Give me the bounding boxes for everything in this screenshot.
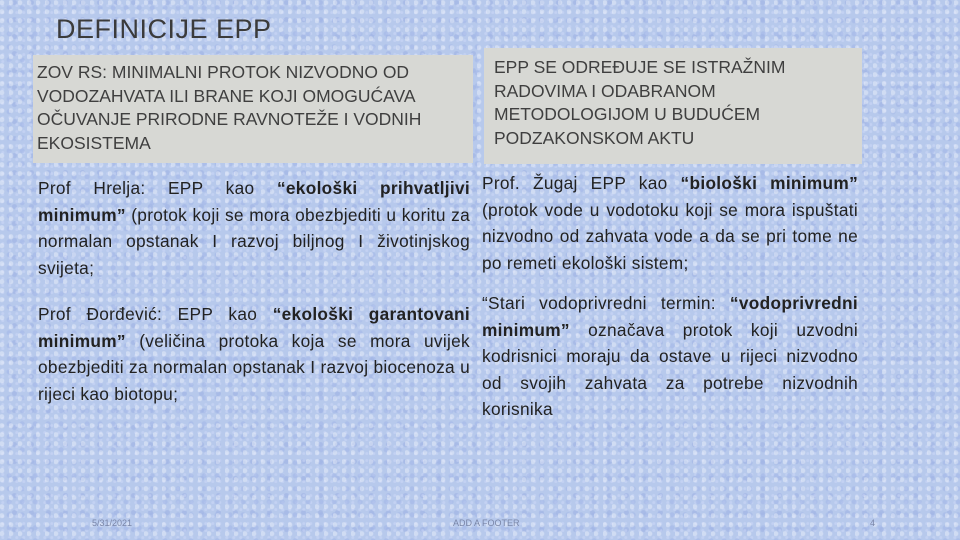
old-term-intro: “Stari vodoprivredni termin:: [482, 293, 730, 313]
hrelja-intro: Prof Hrelja: EPP kao: [38, 178, 277, 198]
definition-box-epp-method: EPP SE ODREĐUJE SE ISTRAŽNIM RADOVIMA I ODABRANOM METODOLOGIJOM U BUDUĆEM PODZAKONSKOM AKTU: [484, 48, 862, 164]
old-term: “vodoprivredni minimum”: [482, 293, 858, 340]
zugaj-intro: Prof. Žugaj EPP kao: [482, 173, 681, 193]
djordjevic-definition: (veličina protoka koja se mora uvijek obezbjediti za normalan opstanak I razvoj biocenoza u rijeci kao biotopu;: [38, 330, 470, 404]
zugaj-term: “biološki minimum”: [680, 173, 859, 193]
left-text-column: [38, 175, 470, 427]
slide-number: 4: [870, 518, 876, 528]
paragraph-hrelja: [38, 175, 470, 281]
paragraph-djordjevic: [38, 301, 470, 407]
footer-date: 5/31/2021: [92, 518, 133, 528]
djordjevic-term: “ekološki garantovani minimum”: [38, 304, 470, 351]
hrelja-term: “ekološki prihvatljivi minimum”: [38, 178, 471, 225]
paragraph-zugaj: [482, 170, 858, 276]
zugaj-definition: (protok vode u vodotoku koji se mora ispuštati nizvodno od zahvata vode a da se pri tome ne po remeti ekološki sistem;: [482, 199, 858, 273]
definition-box-zov-rs: ZOV RS: MINIMALNI PROTOK NIZVODNO OD VODOZAHVATA ILI BRANE KOJI OMOGUĆAVA OČUVANJE PRIRODNE RAVNOTEŽE I VODNIH EKOSISTEMA: [33, 55, 473, 163]
djordjevic-intro: Prof Đorđević: EPP kao: [38, 304, 273, 324]
footer-text: ADD A FOOTER: [453, 518, 520, 528]
slide-title: DEFINICIJE EPP: [56, 14, 272, 44]
paragraph-old-term: [482, 290, 858, 423]
hrelja-definition: (protok koji se mora obezbjediti u koritu za normalan opstanak I razvoj biljnog I životinjskog svijeta;: [38, 204, 470, 278]
old-term-definition: označava protok koji uzvodni kodrisnici moraju da ostave u rijeci nizvodno od svojih zahvata za potrebe nizvodnih korisnika: [482, 319, 858, 419]
right-text-column: [482, 170, 858, 437]
